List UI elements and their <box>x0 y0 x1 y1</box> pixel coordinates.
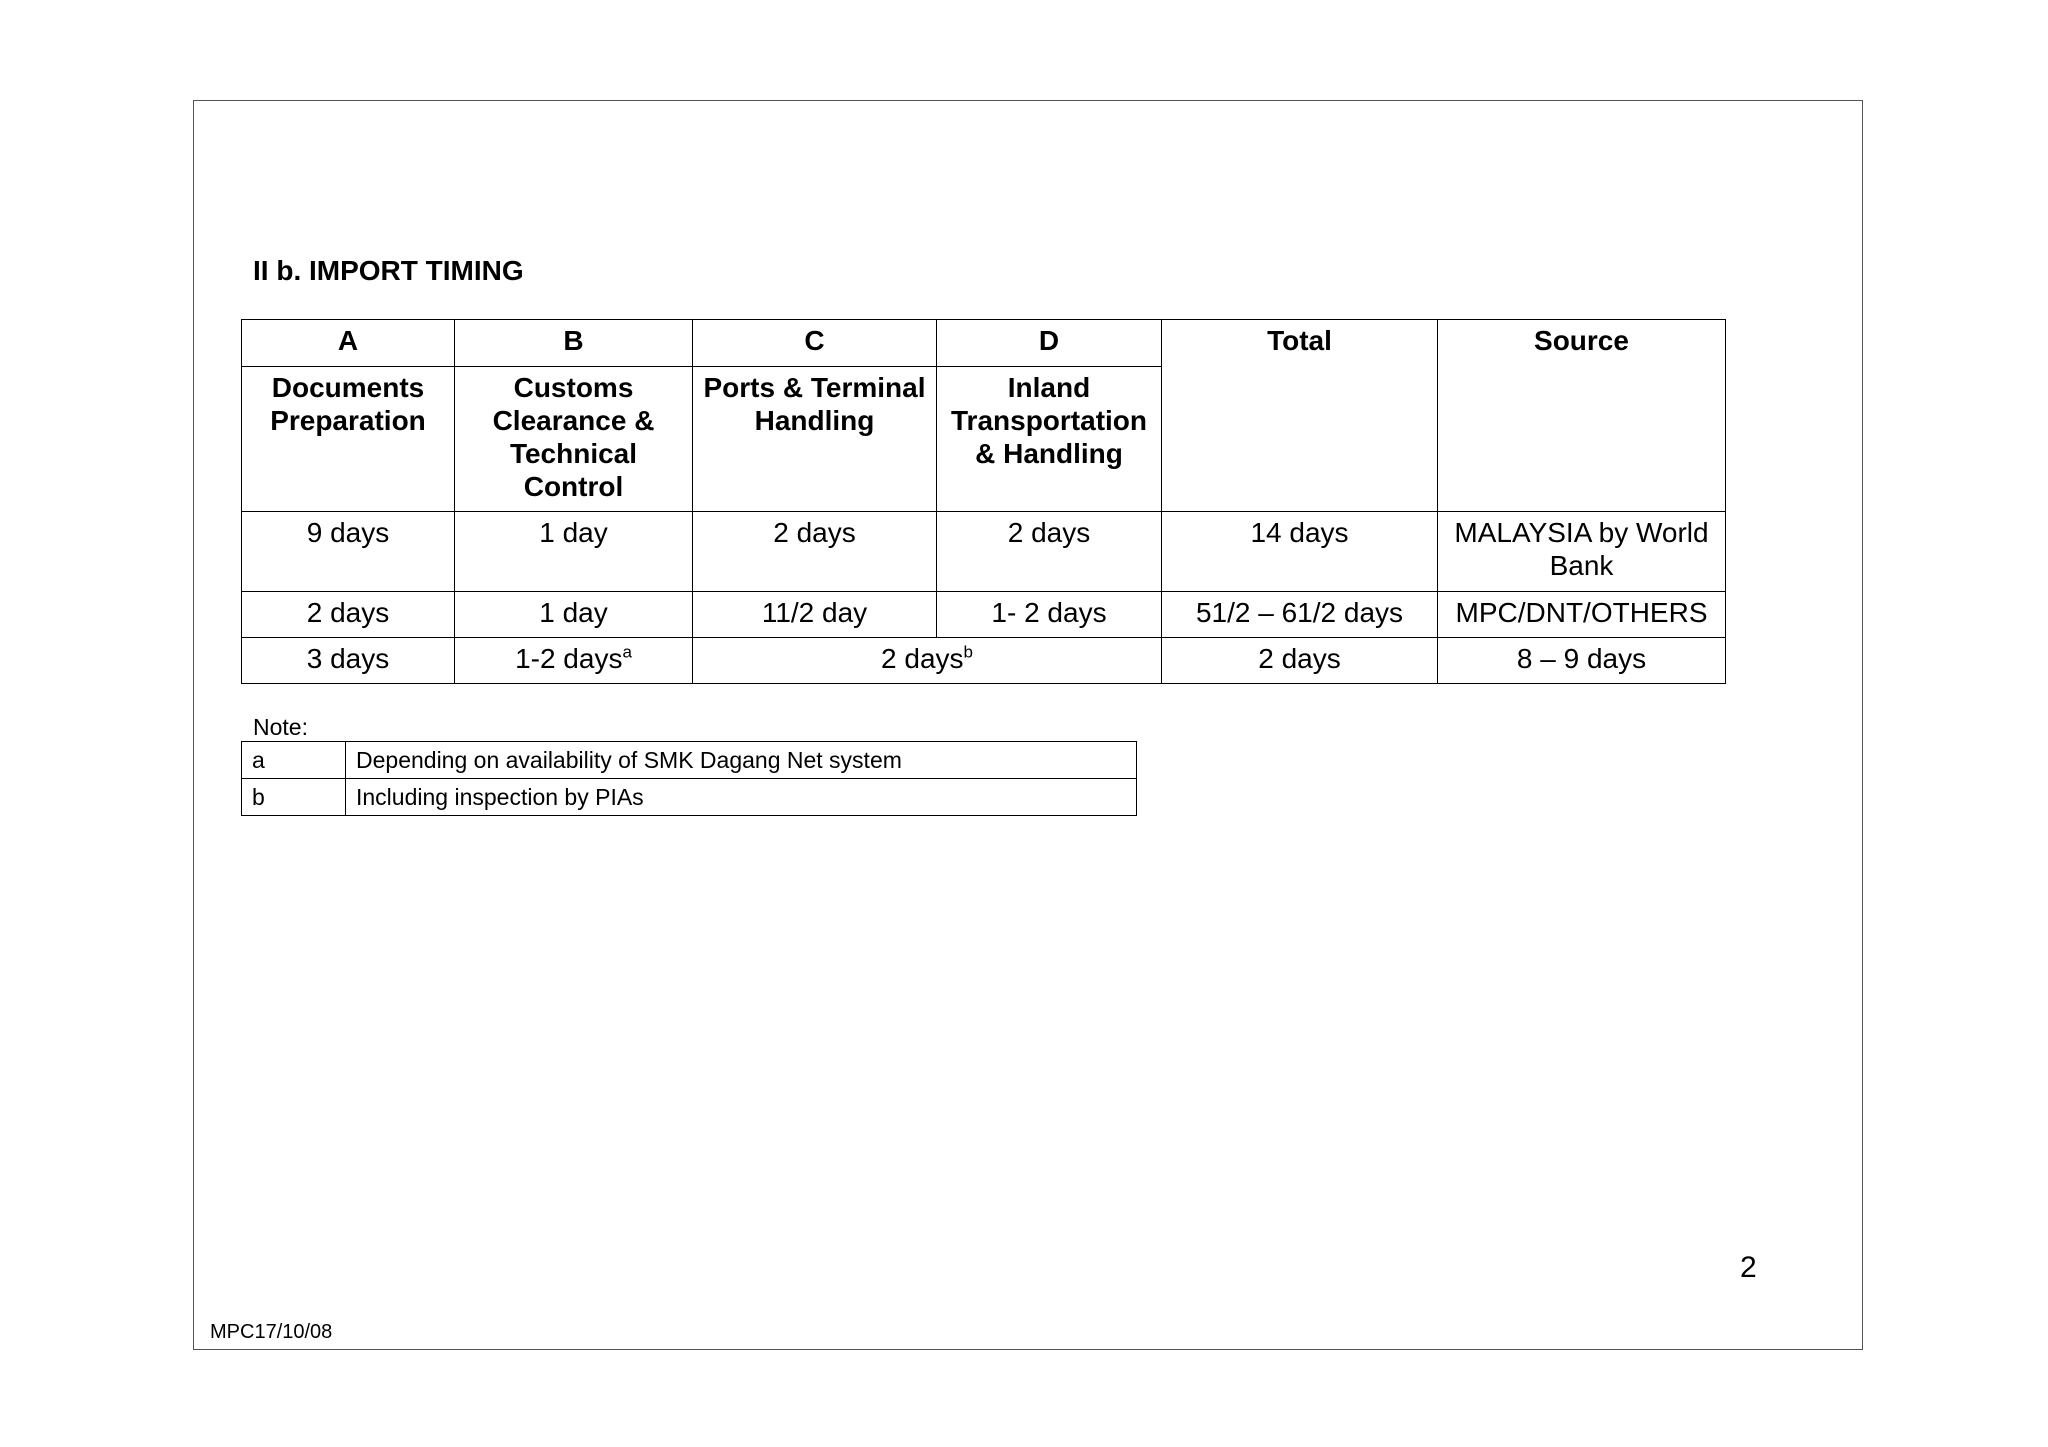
row1-cell-b: 1 day <box>455 512 693 592</box>
row3-cell-a: 3 days <box>242 638 455 684</box>
row2-cell-a: 2 days <box>242 592 455 638</box>
note-key: b <box>242 779 346 816</box>
note-label: Note: <box>253 714 308 740</box>
footnote-marker-a: a <box>622 642 632 662</box>
note-row <box>242 742 1137 779</box>
row2-cell-b: 1 day <box>455 592 693 638</box>
row3-cell-b-value: 1-2 days <box>515 643 623 674</box>
header-cell-d: D <box>937 320 1162 367</box>
row2-cell-total: 51/2 – 61/2 days <box>1162 592 1438 638</box>
row1-cell-a: 9 days <box>242 512 455 592</box>
row1-cell-source: MALAYSIA by World Bank <box>1438 512 1726 592</box>
row3-cell-source: 8 – 9 days <box>1438 638 1726 684</box>
table-row <box>242 512 1726 592</box>
row3-cell-cd <box>693 638 1162 684</box>
description-cell-d: Inland Transportation & Handling <box>937 367 1162 512</box>
page-number: 2 <box>1740 1251 1757 1284</box>
footer-code: MPC17/10/08 <box>210 1321 333 1343</box>
table-header-row <box>242 320 1726 367</box>
note-text: Including inspection by PIAs <box>346 779 1137 816</box>
header-cell-a: A <box>242 320 455 367</box>
note-text: Depending on availability of SMK Dagang Net system <box>346 742 1137 779</box>
header-cell-b: B <box>455 320 693 367</box>
description-cell-b: Customs Clearance & Technical Control <box>455 367 693 512</box>
row2-cell-source: MPC/DNT/OTHERS <box>1438 592 1726 638</box>
header-cell-source: Source <box>1438 320 1726 512</box>
notes-table <box>241 741 1137 816</box>
row1-cell-total: 14 days <box>1162 512 1438 592</box>
header-cell-c: C <box>693 320 937 367</box>
table-row <box>242 592 1726 638</box>
note-row <box>242 779 1137 816</box>
row3-cell-cd-value: 2 days <box>881 643 964 674</box>
row3-cell-b <box>455 638 693 684</box>
table-row <box>242 638 1726 684</box>
row1-cell-d: 2 days <box>937 512 1162 592</box>
footnote-marker-b: b <box>963 642 973 662</box>
section-title: II b. IMPORT TIMING <box>253 255 524 286</box>
row3-cell-total: 2 days <box>1162 638 1438 684</box>
header-cell-total: Total <box>1162 320 1438 512</box>
description-cell-c: Ports & Terminal Handling <box>693 367 937 512</box>
note-key: a <box>242 742 346 779</box>
description-cell-a: Documents Preparation <box>242 367 455 512</box>
row2-cell-d: 1- 2 days <box>937 592 1162 638</box>
row1-cell-c: 2 days <box>693 512 937 592</box>
row2-cell-c: 11/2 day <box>693 592 937 638</box>
import-timing-table <box>241 319 1726 684</box>
